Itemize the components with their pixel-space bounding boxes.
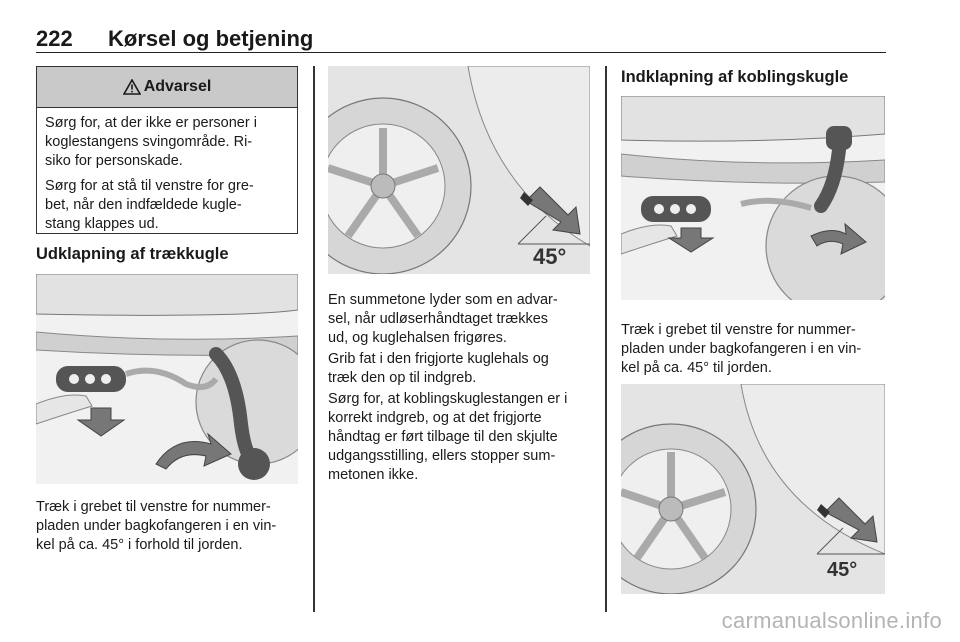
middle-text-2: Grib fat i den frigjorte kuglehals og træk den op til indgreb. [328, 351, 549, 386]
section-heading-retract: Indklapning af koblingskugle [621, 68, 849, 86]
warning-heading: Advarsel [143, 78, 212, 95]
illustration-release-handle [36, 274, 298, 484]
warning-text-2: Sørg for at stå til venstre for gre- bet, når den indfældede kugle- stang klappes ud. [45, 178, 254, 232]
page-title: Kørsel og betjening [108, 26, 314, 51]
caption-retract: Træk i grebet til venstre for nummer- pladen under bagkofangeren i en vin- kel på ca. 45° til jorden. [621, 322, 862, 376]
caption-deploy: Træk i grebet til venstre for nummer- pladen under bagkofangeren i en vin- kel på ca. 45° i forhold til jorden. [36, 499, 277, 553]
illustration-angle-45-b [621, 384, 885, 594]
watermark: carmanualsonline.info [721, 608, 942, 633]
column-divider-1 [313, 66, 315, 612]
illustration-angle-45-a [328, 66, 590, 274]
warning-box [36, 66, 298, 234]
middle-text-1: En summetone lyder som en advar- sel, når udløserhåndtaget trækkes ud, og kuglehalsen frigøres. [328, 292, 558, 346]
illustration-retract [621, 96, 885, 300]
warning-text-1: Sørg for, at der ikke er personer i koglestangens svingområde. Ri- siko for personskade. [45, 115, 257, 169]
page-header [36, 26, 886, 53]
angle-label-a: 45° [533, 244, 567, 269]
column-divider-2 [605, 66, 607, 612]
page-number: 222 [36, 26, 73, 51]
section-heading-deploy: Udklapning af trækkugle [36, 245, 229, 263]
middle-text-3: Sørg for, at koblingskuglestangen er i korrekt indgreb, og at det frigjorte håndtag er ført tilbage til den skjulte udgangsstilling, ellers stopper sum- metonen ikke. [328, 391, 568, 483]
warning-header [37, 67, 297, 108]
warning-triangle-icon [123, 79, 141, 95]
angle-label-b: 45° [827, 559, 858, 581]
